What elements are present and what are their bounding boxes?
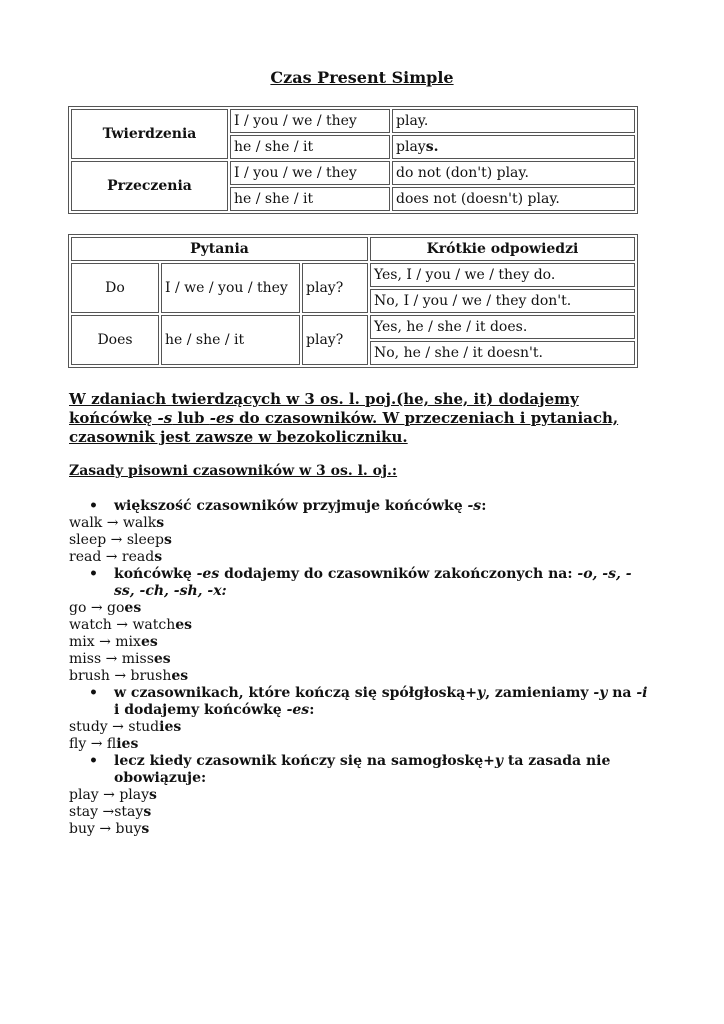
example-base: read → read (69, 549, 155, 565)
table-cell: he / she / it (230, 187, 390, 211)
table-cell: play? (302, 263, 368, 313)
example-base: brush → brush (69, 668, 172, 684)
example-line (69, 515, 649, 532)
rule-text: y (477, 685, 486, 701)
example-ending: s (149, 787, 157, 803)
example-line (69, 668, 649, 685)
summary-text: do czasowników. W przeczeniach i pytaniach, (233, 409, 619, 427)
example-ending: es (124, 600, 142, 616)
table-cell (392, 135, 635, 159)
example-line (69, 719, 649, 736)
example-base: watch → watch (69, 617, 176, 633)
table-cell: Do (71, 263, 159, 313)
table-cell: do not (don't) play. (392, 161, 635, 185)
example-ending: s (154, 549, 163, 565)
example-ending: s (143, 804, 152, 820)
rule-text: -s (467, 498, 482, 514)
example-ending: es (175, 617, 193, 633)
summary-paragraph (69, 390, 649, 447)
table-cell: he / she / it (161, 315, 300, 365)
example-line (69, 821, 649, 838)
example-ending: s (141, 821, 150, 837)
table-cell: I / we / you / they (161, 263, 300, 313)
example-ending: es (153, 651, 171, 667)
summary-text: końcówkę (69, 409, 158, 427)
rule-bullet (69, 498, 649, 515)
example-line (69, 736, 649, 753)
example-ending: s (156, 515, 165, 531)
example-ending: es (171, 668, 189, 684)
summary-text: W zdaniach twierdzących w 3 os. l. poj.(he, she, it) dodajemy (69, 390, 579, 408)
verb-ending: s. (425, 139, 439, 155)
summary-ending-es: -es (209, 409, 234, 427)
table-cell: play? (302, 315, 368, 365)
example-base: stay →stay (69, 804, 144, 820)
table-row (71, 263, 635, 287)
rule-text: -o, -s, -ss, -ch, -sh, -x: (114, 566, 632, 599)
rule-bullet (69, 753, 649, 787)
example-line (69, 532, 649, 549)
bullet-icon: • (89, 685, 98, 701)
example-ending: ies (116, 736, 139, 752)
example-base: walk → walk (69, 515, 157, 531)
table-header-row (71, 237, 635, 261)
rule-bullet (69, 685, 649, 719)
spelling-rules (69, 498, 649, 838)
rule-text: na (607, 685, 637, 701)
example-base: fly → fl (69, 736, 117, 752)
table-cell: No, he / she / it doesn't. (370, 341, 635, 365)
table-row (71, 161, 635, 185)
verb-text: play (396, 139, 426, 155)
table-cell: does not (doesn't) play. (392, 187, 635, 211)
rule-text: końcówkę (114, 566, 197, 582)
example-ending: ies (159, 719, 182, 735)
example-line (69, 787, 649, 804)
table-cell: Yes, I / you / we / they do. (370, 263, 635, 287)
rule-text: i dodajemy końcówkę (114, 702, 287, 718)
table-cell: Does (71, 315, 159, 365)
example-base: buy → buy (69, 821, 142, 837)
table-cell: play. (392, 109, 635, 133)
example-ending: es (140, 634, 158, 650)
example-base: play → play (69, 787, 150, 803)
rule-text: lecz kiedy czasownik kończy się na samogłoskę+ (114, 753, 495, 769)
table-cell: I / you / we / they (230, 109, 390, 133)
questions-table (68, 234, 638, 368)
bullet-icon: • (89, 498, 98, 514)
column-header-answers: Krótkie odpowiedzi (370, 237, 635, 261)
rule-text: , zamieniamy (485, 685, 594, 701)
example-line (69, 651, 649, 668)
example-base: sleep → sleep (69, 532, 165, 548)
table-cell: Yes, he / she / it does. (370, 315, 635, 339)
rule-text: w czasownikach, które kończą się spółgłoską+ (114, 685, 478, 701)
rule-text: ta zasada nie obowiązuje: (114, 753, 611, 786)
example-line (69, 617, 649, 634)
example-line (69, 600, 649, 617)
example-line (69, 634, 649, 651)
table-cell: No, I / you / we / they don't. (370, 289, 635, 313)
rule-bullet (69, 566, 649, 600)
rules-heading: Zasady pisowni czasowników w 3 os. l. oj.: (69, 463, 398, 479)
rule-text: -y (593, 685, 608, 701)
table-row (71, 109, 635, 133)
column-header-questions: Pytania (71, 237, 368, 261)
rule-text: -es (196, 566, 220, 582)
row-label-affirmative: Twierdzenia (71, 109, 228, 159)
rule-text: y (494, 753, 503, 769)
rule-text: -es (286, 702, 310, 718)
summary-text: czasownik jest zawsze w bezokoliczniku. (69, 428, 408, 446)
table-cell: he / she / it (230, 135, 390, 159)
bullet-icon: • (89, 753, 98, 769)
page-title: Czas Present Simple (270, 68, 454, 87)
example-base: study → stud (69, 719, 160, 735)
rule-text: : (309, 702, 315, 718)
rule-text: : (481, 498, 487, 514)
rule-text: dodajemy do czasowników zakończonych na: (219, 566, 578, 582)
row-label-negative: Przeczenia (71, 161, 228, 211)
example-ending: s (164, 532, 172, 548)
affirmative-negative-table (68, 106, 638, 214)
table-row (71, 315, 635, 339)
example-base: go → go (69, 600, 125, 616)
summary-ending-s: -s (157, 409, 173, 427)
example-line (69, 549, 649, 566)
summary-text: lub (172, 409, 210, 427)
rule-text: większość czasowników przyjmuje końcówkę (114, 498, 468, 514)
example-base: miss → miss (69, 651, 154, 667)
example-line (69, 804, 649, 821)
table-cell: I / you / we / they (230, 161, 390, 185)
example-base: mix → mix (69, 634, 141, 650)
rule-text: -i (636, 685, 648, 701)
bullet-icon: • (89, 566, 98, 582)
